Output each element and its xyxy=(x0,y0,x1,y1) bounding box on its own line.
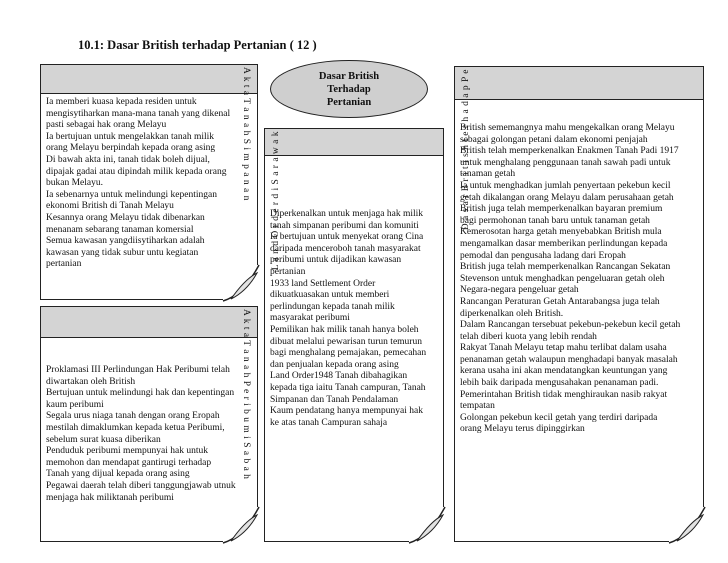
page-curl-icon xyxy=(223,265,259,301)
panel-heading-band xyxy=(455,67,703,231)
center-topic-oval xyxy=(270,60,428,118)
panel-vertical-heading: L a n d O r d e r d i S a r a w a k xyxy=(271,131,281,271)
panel-body: Proklamasi III Perlindungan Hak Peribumi telah diwartakan oleh British Bertujuan untuk melindungi hak dan kepentingan kaum peribumi Segala urus niaga tanah dengan orang Eropah mestilah dimaklumkan kepada ketua Peribumi, sebelum surat kuasa diberikan Penduduk peribumi mempunyai hak untuk memohon dan mendapat gantirugi terhadap Tanah yang dijual kepada orang asing Pegawai daerah telah diberi tanggungjawab utnuk menjaga hak miliktanah peribumi xyxy=(46,365,236,503)
page-curl-icon xyxy=(223,507,259,543)
panel-akta-tanah-simpanan xyxy=(40,64,258,300)
panel-land-order-sarawak xyxy=(264,128,444,542)
panel-body: Ia memberi kuasa kepada residen untuk mengisytiharkan mana-mana tanah yang dikenal pasti sebagai hak orang Melayu Ia bertujuan untuk mengelakkan tanah milik orang Melayu berpindah kepada orang asing Di bawah akta ini, tanah tidak boleh dijual, dipajak gadai atau dipindah milik kepada orang bukan Melayu. Ia sebenarnya untuk melindungi kepentingan ekonomi British di Tanah Melayu Kesannya orang Melayu tidak dibenarkan menanam sebarang tanaman komersial Semua kawasan yangdiisytiharkan adalah kawasan yang tidak subur untu kegiatan pertanian xyxy=(46,97,231,270)
panel-body: Diperkenalkan untuk menjaga hak milik tanah simpanan peribumi dan komuniti Ia bertujuan untuk menyekat orang Cina daripada menceroboh tanah masyarakat peribumi untuk dijadikan kawasan pertanian 1933 land Settlement Order dikuatkuasakan untuk memberi perlindungan kepada tanah milik masyarakat peribumi Pemilikan hak milik tanah hanya boleh dibuat melalui pewarisan turun temurun bagi menghalang pemajakan, pemecahan dan penjualan kepada orang asing Land Order1948 Tanah dibahagikan kepada tiga iaitu Tanah campuran, Tanah Simpanan dan Tanah Pendalaman Kaum pendatang hanya mempunyai hak ke atas tanah Campuran sahaja xyxy=(270,209,427,428)
panel-vertical-heading: A k t a T a n a h S i m p a n a n xyxy=(241,67,251,201)
panel-akta-tanah-peribumi-sabah xyxy=(40,306,258,542)
panel-vertical-heading: D a s a r B r i t i s h t e r h a d a p P e xyxy=(461,69,471,231)
oval-line-2: Terhadap xyxy=(327,84,371,95)
page-curl-icon xyxy=(669,507,705,543)
panel-dasar-british-pertanian xyxy=(454,66,704,542)
panel-heading-band xyxy=(265,129,443,271)
page-curl-icon xyxy=(409,507,445,543)
panel-body: British sememangnya mahu mengekalkan orang Melayu sebagai golongan petani dalam ekonomi penjajah British telah memperkenalkan Enakmen Tanah Padi 1917 untuk menghalang penggunaan tanah sawah padi untuk tanaman getah Ia untuk menghadkan jumlah penyertaan pekebun kecil getah dikalangan orang Melayu dalam perusahaan getah British juga telah memperkenalkan bayaran premium bagi permohonan tanah baru untuk tanaman getah Kemerosotan harga getah menyebabkan British mula mengamalkan dasar memberikan perlindungan kepada pemodal dan pengusaha ladang dari Eropah British juga telah memperkenalkan Rancangan Sekatan Stevenson untuk menghadkan pengeluaran getah oleh Negara-negara pengeluar getah Rancangan Peraturan Getah Antarabangsa juga telah diperkenalkan oleh British. Dalam Rancangan tersebuat pekebun-pekebun kecil getah telah diberi kuota yang lebih rendah Rakyat Tanah Melayu tetap mahu terlibat dalam usaha penanaman getah walaupun menghadapi banyak masalah kerana usaha ini akan mendatangkan keuntungan yang lebih baik daripada mengusahakan penanaman padi. Pemerintahan British tidak menghiraukan nasib rakyat tempatan Golongan pekebun kecil getah yang terdiri daripada orang Melayu terus dipinggirkan xyxy=(460,123,681,435)
oval-line-3: Pertanian xyxy=(326,97,372,108)
page-title: 10.1: Dasar British terhadap Pertanian ( 12 ) xyxy=(78,38,317,52)
oval-line-1: Dasar British xyxy=(318,71,380,82)
panel-vertical-heading: A k t a T a n a h P e r i b u m i S a b a h xyxy=(241,309,251,480)
